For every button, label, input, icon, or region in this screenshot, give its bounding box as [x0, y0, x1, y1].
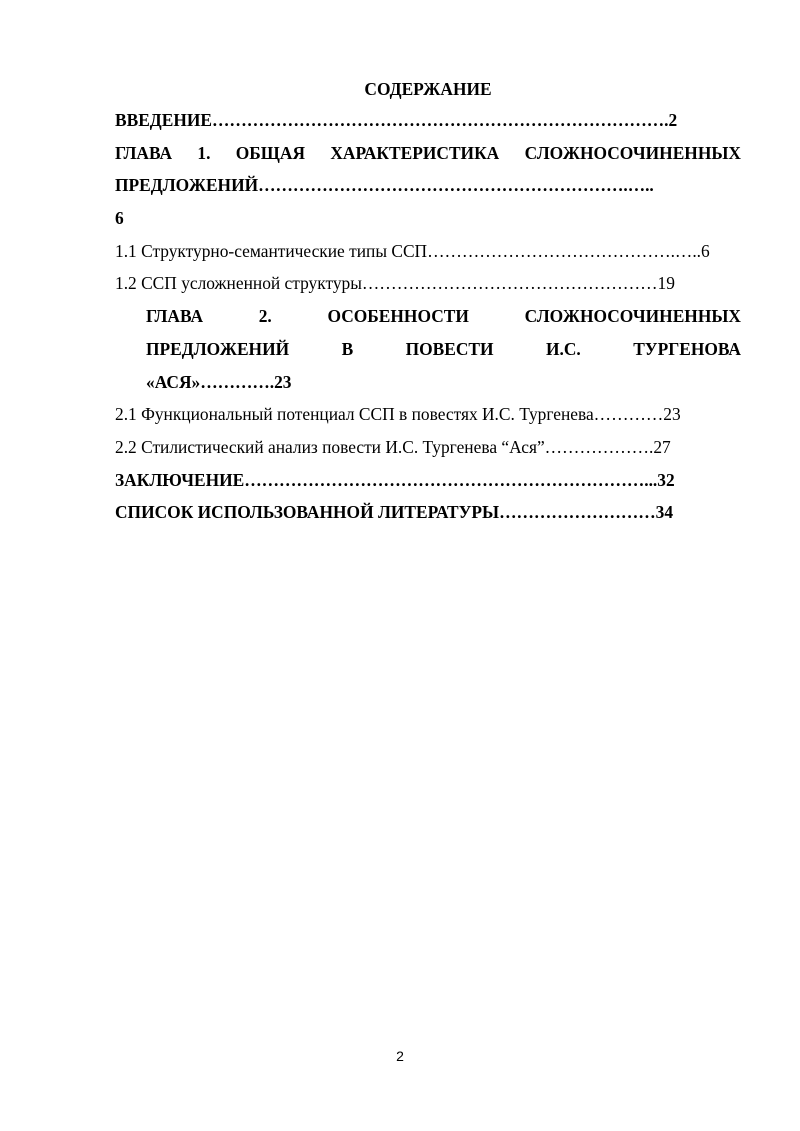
toc-entry-chapter2-line3: «АСЯ»………….23: [146, 371, 292, 392]
toc-entry-bibliography: СПИСОК ИСПОЛЬЗОВАННОЙ ЛИТЕРАТУРЫ………………………34: [115, 502, 674, 523]
toc-entry-chapter2-line1: [115, 300, 741, 333]
toc-entry-chapter1-line1: [115, 137, 741, 170]
toc-entry-section-1-1: 1.1 Структурно-семантические типы ССП…………………………………….…..6: [115, 240, 710, 261]
toc-word: СЛОЖНОСОЧИНЕННЫХ: [524, 306, 741, 327]
toc-entry-conclusion: ЗАКЛЮЧЕНИЕ……………………………………………………………...32: [115, 469, 675, 490]
page-number: 2: [396, 1048, 404, 1064]
toc-word: 1.: [197, 142, 211, 163]
toc-word: ТУРГЕНОВА: [633, 338, 741, 359]
toc-word: ОСОБЕННОСТИ: [327, 306, 469, 327]
toc-word: В: [341, 338, 354, 359]
toc-word: ОБЩАЯ: [235, 142, 306, 163]
toc-word: СЛОЖНОСОЧИНЕННЫХ: [524, 142, 741, 163]
toc-entry-intro: ВВЕДЕНИЕ…………………………………………………………………….2: [115, 110, 678, 130]
table-of-contents: [115, 74, 741, 529]
toc-entry-chapter1-page: 6: [115, 208, 124, 229]
toc-word: ПРЕДЛОЖЕНИЙ: [146, 338, 290, 359]
toc-title: СОДЕРЖАНИЕ: [364, 79, 492, 99]
toc-word: ПОВЕСТИ: [405, 338, 494, 359]
toc-entry-section-1-2: 1.2 ССП усложненной структуры……………………………………………19: [115, 273, 675, 294]
toc-word: ХАРАКТЕРИСТИКА: [330, 142, 500, 163]
toc-word: ГЛАВА: [146, 306, 204, 327]
toc-entry-section-2-2: 2.2 Стилистический анализ повести И.С. Тургенева “Ася”……………….27: [115, 436, 671, 457]
toc-word: 2.: [258, 306, 272, 327]
toc-entry-chapter1-line2: ПРЕДЛОЖЕНИЙ……………………………………………………….…..: [115, 175, 654, 196]
toc-word: ГЛАВА: [115, 142, 173, 163]
toc-entry-section-2-1: 2.1 Функциональный потенциал ССП в повестях И.С. Тургенева…………23: [115, 404, 681, 425]
toc-entry-chapter2-line2: [115, 333, 741, 366]
toc-word: И.С.: [545, 338, 581, 359]
